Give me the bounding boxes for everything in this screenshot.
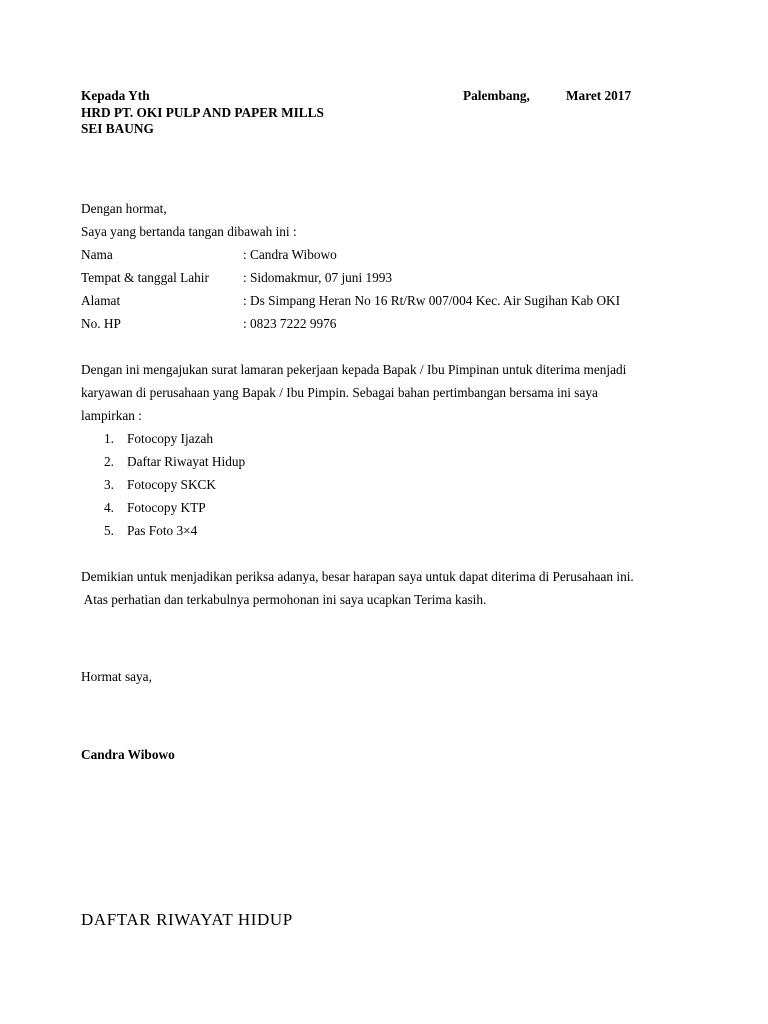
signature-name: Candra Wibowo (81, 747, 175, 762)
paragraph-line: lampirkan : (81, 408, 142, 423)
paragraph-line: Dengan ini mengajukan surat lamaran pekerjaan kepada Bapak / Ibu Pimpinan untuk diterima menjadi (81, 362, 627, 377)
field-value: : Sidomakmur, 07 juni 1993 (243, 270, 393, 285)
letter-date: Maret 2017 (566, 88, 632, 103)
intro-line: Saya yang bertanda tangan dibawah ini : (81, 224, 297, 239)
recipient-line: Kepada Yth (81, 88, 150, 103)
field-label: Nama (81, 247, 113, 262)
list-text: Daftar Riwayat Hidup (127, 454, 246, 469)
cv-section-title: DAFTAR RIWAYAT HIDUP (81, 910, 293, 929)
list-text: Pas Foto 3×4 (127, 523, 198, 538)
closing-line: Atas perhatian dan terkabulnya permohonan ini saya ucapkan Terima kasih. (81, 592, 487, 607)
paragraph-line: karyawan di perusahaan yang Bapak / Ibu Pimpin. Sebagai bahan pertimbangan bersama ini saya (81, 385, 598, 400)
field-value: : 0823 7222 9976 (243, 316, 337, 331)
field-value: : Candra Wibowo (243, 247, 337, 262)
list-text: Fotocopy Ijazah (127, 431, 214, 446)
list-number: 4. (104, 500, 114, 515)
list-number: 5. (104, 523, 114, 538)
list-text: Fotocopy SKCK (127, 477, 217, 492)
closing-line: Demikian untuk menjadikan periksa adanya, besar harapan saya untuk dapat diterima di Perusahaan ini. (81, 569, 634, 584)
field-value: : Ds Simpang Heran No 16 Rt/Rw 007/004 Kec. Air Sugihan Kab OKI (243, 293, 621, 308)
field-label: No. HP (81, 316, 121, 331)
list-number: 3. (104, 477, 114, 492)
sign-off: Hormat saya, (81, 669, 152, 684)
list-text: Fotocopy KTP (127, 500, 206, 515)
recipient-location: SEI BAUNG (81, 121, 154, 136)
recipient-company: HRD PT. OKI PULP AND PAPER MILLS (81, 105, 324, 120)
list-number: 1. (104, 431, 114, 446)
list-number: 2. (104, 454, 114, 469)
field-label: Alamat (81, 293, 121, 308)
field-label: Tempat & tanggal Lahir (81, 270, 209, 285)
letter-city: Palembang, (463, 88, 530, 103)
greeting: Dengan hormat, (81, 201, 167, 216)
